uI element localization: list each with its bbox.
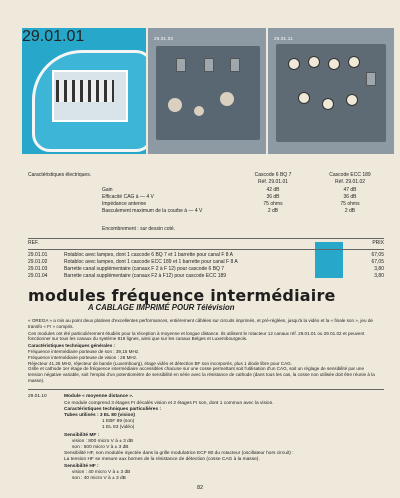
component-tube <box>288 58 300 70</box>
component-can <box>204 58 214 72</box>
specs-column-1: Cascode 6 BQ 7 Réf. 29.01.01 <box>254 172 292 185</box>
component-can <box>230 58 240 72</box>
product-photos <box>22 28 392 154</box>
ref-description: Rotabloc avec lampes, dont 1 cascode ECC 189 et 1 barrette pour canal F 8 A <box>64 259 238 265</box>
ref-row <box>28 252 384 259</box>
module-line: Sensibilité HF, non modulée injectée dans la grille modulatrice ECF 80 du rotacteur (oscillateur hors circuit) : <box>64 451 294 456</box>
spec-label: Impédance antenne <box>102 201 147 207</box>
spec-value: 42 dB <box>266 187 280 193</box>
component-tube <box>308 56 320 68</box>
photo-label: 29.01.03 <box>154 36 174 41</box>
spec-value: 2 dB <box>344 208 356 214</box>
price-header: PRIX <box>372 240 384 246</box>
paragraph: Grille et cathode 1er étage de fréquence intermédiaire accessibles chacune sur une cosse permettant soit l'utilisation d'un CAG, soit un réglage de sensibilité par une tension négative variable, soit l'emploi d'un potentiomètre de sensibilité en série avec la résistance de cathode (dans tous les cas, la cosse non utilisée doit être réunie à la masse). <box>28 366 375 383</box>
module-line: La tension HF se mesure aux bornes de la résistance de détection (cosse CAG à la masse). <box>64 457 260 462</box>
ref-header: REF. <box>28 240 39 246</box>
spec-row <box>28 194 384 201</box>
module-line: vision : 40 micro V à ± 3 dB <box>72 470 131 475</box>
module-title: Module « moyenne distance ». <box>64 394 134 399</box>
component-tube <box>348 56 360 68</box>
section-title: modules fréquence intermédiaire <box>28 286 336 305</box>
spec-value: 2 dB <box>267 208 279 214</box>
ref-code: 29.01.02 <box>28 259 48 265</box>
spec-row <box>28 201 384 208</box>
paragraph: Ces modules ont été particulièrement étudiés pour la réception à moyenne et longue distance. Ils utilisent le rotacteur 12 canaux réf. 29.01.01 ou 29.01.02 et peuvent fonctionner sur tous les canaux du système 819 lignes, ainsi que sur les canaux Belges et Luxembourgeois. <box>28 330 365 342</box>
spec-value: 75 ohms <box>263 201 283 207</box>
specs-encombrement: Encombrement : sur dessin coté. <box>102 226 176 232</box>
module-line: Caractéristiques techniques particulières : <box>64 407 162 412</box>
spec-value: 36 dB <box>266 194 280 200</box>
module-line: Tubes utilisés : 3 EL 80 (vision) <box>64 413 135 418</box>
paragraph: « OREGA » a mis au point deux platines d'excellentes performances, entièrement câblées sur circuits imprimés, et pré-réglées, jusqu'à la vidéo et la « finale son », jeu de transfo « FI » compris. <box>28 318 373 329</box>
ref-price: 67,05 <box>371 252 384 258</box>
spec-label: Gain <box>102 187 113 193</box>
spec-value: 36 dB <box>343 194 357 200</box>
page-number: 82 <box>196 485 204 491</box>
ref-code: 29.01.04 <box>28 273 48 279</box>
module-line: Sensibilité HF : <box>64 464 99 469</box>
spec-value: 75 ohms <box>340 201 360 207</box>
paragraph: Caractéristiques techniques générales : <box>28 343 116 349</box>
module-line: Sensibilité MF : <box>64 433 100 438</box>
ref-price: 3,80 <box>374 273 384 279</box>
ref-row <box>28 273 384 280</box>
photo-label: 29.01.01 <box>22 28 85 45</box>
component-valve <box>168 98 182 112</box>
component-tube <box>328 58 340 70</box>
module-line: vision : 800 micro V à ± 3 dB <box>72 439 134 444</box>
ref-description: Rotabloc avec lampes, dont 1 cascode 6 BQ 7 et 1 barrette pour canal F 8 A <box>64 252 233 258</box>
specs-column-2: Cascode ECC 189 Réf. 29.01.02 <box>329 172 371 185</box>
component-tube <box>298 92 310 104</box>
ref-description: Barrette canal supplémentaire (canaux F 2 à F 12) pour cascode 6 BQ 7 <box>64 266 225 272</box>
module-ref: 29.01.10 <box>28 394 47 399</box>
divider <box>28 389 384 390</box>
spec-label: Basculement maximum de la courbe à — 4 V <box>102 208 203 214</box>
ref-price: 67,05 <box>371 259 384 265</box>
module-line: son : 40 micro V à ± 3 dB <box>72 476 126 481</box>
ref-code: 29.01.01 <box>28 252 48 258</box>
component-tube <box>346 94 358 106</box>
ref-row <box>28 266 384 273</box>
ref-description: Barrette canal supplémentaire (canaux F2 à F12) pour cascode ECC 189 <box>64 273 227 279</box>
spec-row <box>28 208 384 215</box>
component-can <box>176 58 186 72</box>
spec-label: Efficacité CAG à — 4 V <box>102 194 154 200</box>
module-line: son : 500 micro V à ± 3 dB <box>72 445 129 450</box>
ref-price: 3,80 <box>374 266 384 272</box>
module-line: 1 EBF 89 (son) <box>102 419 135 424</box>
photo-rotabloc <box>22 28 146 154</box>
rotabloc-contacts <box>56 80 114 102</box>
component-valve <box>194 106 204 116</box>
ref-row <box>28 259 384 266</box>
paragraph: Fréquence intermédiaire porteuse de vision : 28 MHz. <box>28 354 138 360</box>
specs-title: Caractéristiques électriques. <box>28 172 92 178</box>
paragraph: Réjecteur 41,25 MHz, réjecteur de bande (Luxembourg), étage vidéo et détection BF son incorporés, plus 1 diode libre pour CAG. <box>28 360 293 366</box>
section-subtitle: A CABLAGE IMPRIMÉ POUR Télévision <box>88 303 235 312</box>
divider <box>28 249 384 250</box>
component-valve <box>220 92 234 106</box>
ref-code: 29.01.03 <box>28 266 48 272</box>
photo-module <box>266 28 394 154</box>
photo-label: 29.01.11 <box>274 36 293 41</box>
paragraph: Fréquence intermédiaire porteuse de son : 39,15 MHz. <box>28 348 140 354</box>
spec-row <box>28 187 384 194</box>
component-can <box>366 72 376 86</box>
module-line: 1 EL 83 (vidéo) <box>102 425 135 430</box>
component-tube <box>322 98 334 110</box>
photo-barrette <box>146 28 268 154</box>
spec-value: 47 dB <box>343 187 357 193</box>
section-body <box>28 318 378 384</box>
module-line: Ce module comprend 3 étages FI décalés vision et 2 étages FI son, dont 1 commun avec la vision. <box>64 401 274 406</box>
divider <box>28 238 384 239</box>
